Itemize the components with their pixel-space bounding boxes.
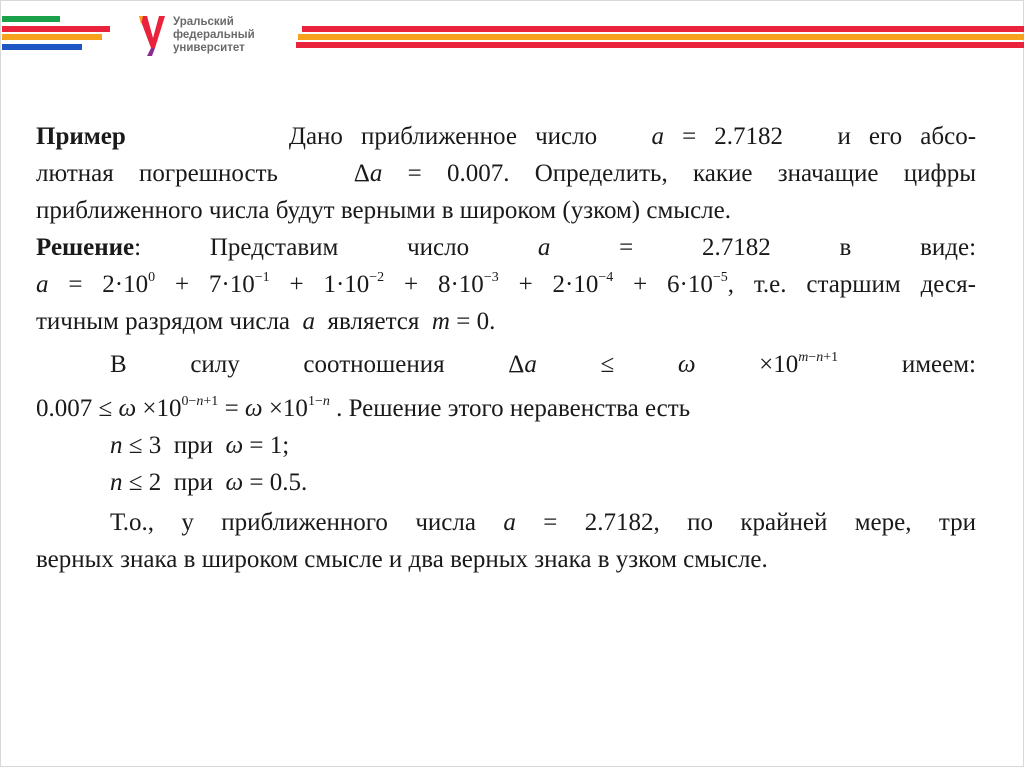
concl-line2: верных знака в широком смысле и два верных знака в узком смысле.: [36, 546, 768, 573]
expansion-tail: , т.е. старшим деся-: [727, 271, 976, 298]
line6-a: тичным разрядом числа: [36, 308, 291, 335]
stripe-blue: [2, 44, 82, 50]
line6-b: является: [327, 308, 420, 335]
line7-d: имеем:: [901, 351, 976, 378]
logo-line-1: Уральский: [173, 16, 234, 28]
case-2: n ≤ 2 при ω = 0.5.: [110, 469, 308, 496]
line8-formula: $0.007 \le \omega \times 10^{0-n+1} = \omega \times 10^{1-n}$: [36, 394, 330, 422]
solution-text-1: Представим: [209, 234, 339, 261]
line-7: [36, 346, 976, 383]
concl-b: , по крайней мере, три: [653, 509, 976, 536]
solution-a-value: a = 2.7182: [537, 234, 771, 261]
example-a-value: a = 2.7182: [651, 123, 784, 150]
line-1: [36, 118, 976, 155]
line7-b: силу: [190, 351, 240, 378]
line6-end: .: [489, 308, 496, 335]
line7-a: В: [110, 351, 127, 378]
solution-text-2: число: [407, 234, 470, 261]
concl-a-value: a = 2.7182: [503, 509, 654, 536]
line8-text: . Решение этого неравенства есть: [336, 395, 691, 422]
stripe-orange: [2, 34, 102, 40]
logo-mark-icon: [137, 14, 167, 58]
logo-text: [173, 16, 255, 55]
solution-colon: :: [134, 234, 142, 261]
stripe-green: [2, 16, 60, 22]
example-line3: приближенного числа будут верными в широком (узком) смысле.: [36, 197, 732, 224]
case-1: n ≤ 3 при ω = 1;: [110, 432, 290, 459]
line6-var: a: [302, 308, 316, 335]
example-line2-a: лютная погрешность: [36, 160, 278, 187]
line-2: [36, 155, 976, 192]
line-10: [36, 464, 307, 501]
line-4: [36, 229, 976, 266]
header-stripes-left: [2, 14, 110, 54]
line-6: [36, 303, 495, 340]
solution-label: Решение: [36, 234, 135, 261]
line-12: [36, 541, 768, 578]
concl-a: Т.о., у приближенного числа: [110, 509, 476, 536]
logo-line-3: университет: [173, 42, 245, 54]
example-text-1: Дано приближенное число: [288, 123, 598, 150]
solution-text-3: в: [839, 234, 852, 261]
line6-m: m = 0: [431, 308, 490, 335]
example-delta: Δa = 0.007: [353, 160, 504, 187]
solution-text-4: виде:: [920, 234, 977, 261]
logo-line-2: федеральный: [173, 29, 255, 41]
expansion-formula: $a = 2\cdot 10^0 + 7\cdot 10^{-1} + 1\cdot 10^{-2} + 8\cdot 10^{-3} + 2\cdot 10^{-4} + 6\cdot 10^{-5}$: [36, 270, 728, 298]
line-9: [36, 427, 289, 464]
example-line2-b: . Определить, какие значащие цифры: [503, 160, 976, 187]
line7-c: соотношения: [303, 351, 445, 378]
line-8: [36, 390, 690, 427]
urfu-logo: [137, 14, 287, 64]
stripe-red: [2, 26, 110, 32]
line7-formula: $\Delta a \le \omega \times 10^{m-n+1}$: [508, 350, 839, 378]
example-label: Пример: [36, 123, 126, 150]
line-11: [36, 504, 976, 541]
line-5: [36, 266, 976, 303]
line-3: [36, 192, 731, 229]
header-stripes-right: [296, 26, 1024, 54]
example-text-2: и его абсо-: [837, 123, 977, 150]
